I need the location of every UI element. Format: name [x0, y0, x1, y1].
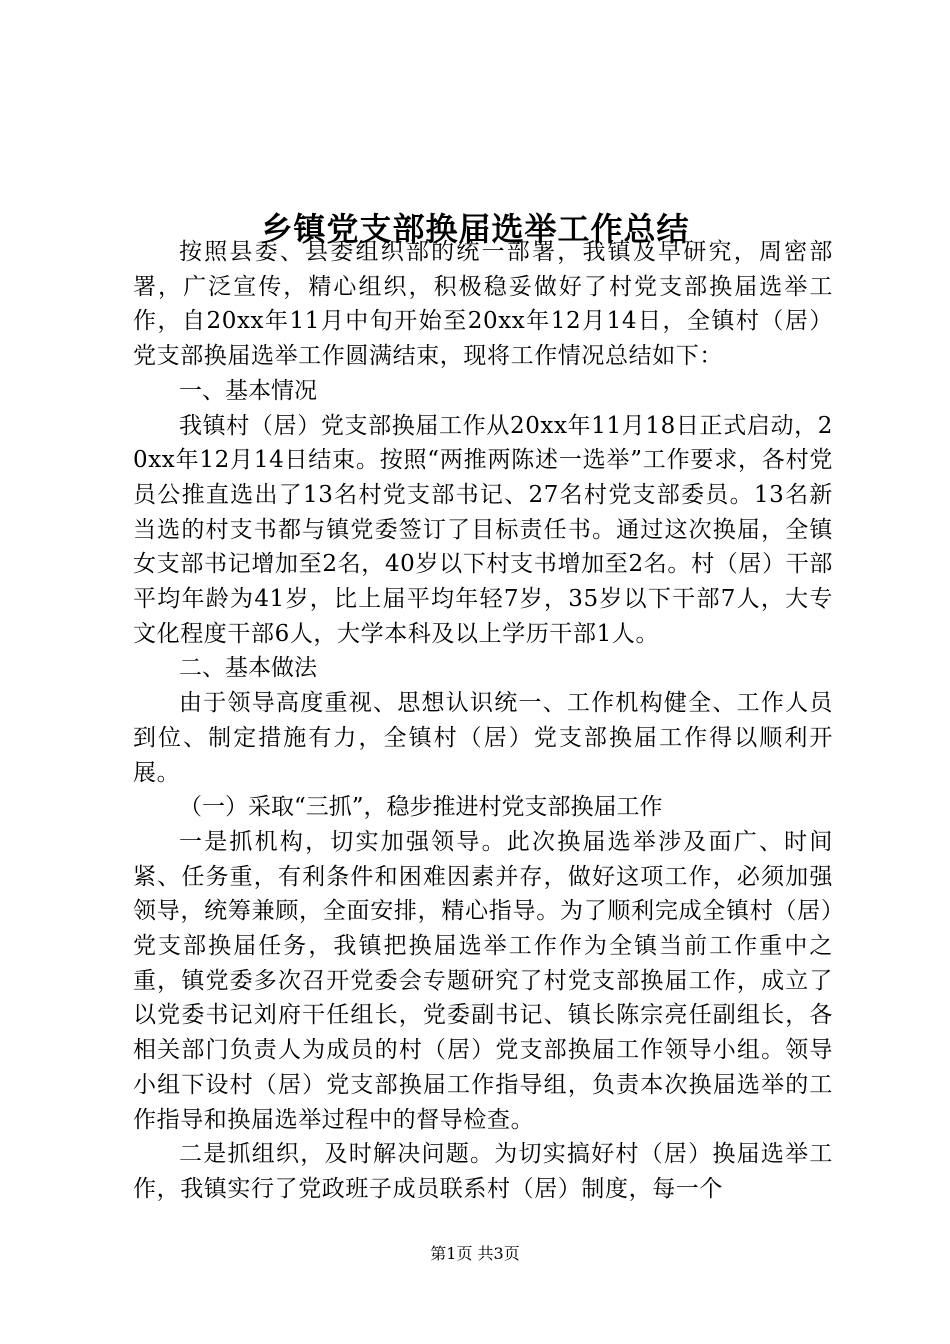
- subsection-heading-three-grasps: （一）采取“三抓”，稳步推进村党支部换届工作: [179, 794, 663, 821]
- second-grasp-paragraph: 二是抓组织，及时解决问题。为切实搞好村（居）换届选举工作，我镇实行了党政班子成员联系村（居）制度，每一个: [133, 1141, 833, 1202]
- page-footer: 第1页 共3页: [430, 1244, 520, 1263]
- section-heading-basic-situation: 一、基本情况: [179, 377, 317, 404]
- first-grasp-paragraph: 一是抓机构，切实加强领导。此次换届选举涉及面广、时间紧、任务重，有利条件和困难因素并存，做好这项工作，必须加强领导，统筹兼顾，全面安排，精心指导。为了顺利完成全镇村（居）党支部换届任务，我镇把换届选举工作作为全镇当前工作重中之重，镇党委多次召开党委会专题研究了村党支部换届工作，成立了以党委书记刘府干任组长，党委副书记、镇长陈宗亮任副组长，各相关部门负责人为成员的村（居）党支部换届工作领导小组。领导小组下设村（居）党支部换届工作指导组，负责本次换届选举的工作指导和换届选举过程中的督导检查。: [133, 828, 833, 1133]
- document-body: [133, 235, 833, 1207]
- basic-situation-paragraph: 我镇村（居）党支部换届工作从20xx年11月18日正式启动，20xx年12月14日结束。按照“两推两陈述一选举”工作要求，各村党员公推直选出了13名村党支部书记、27名村党支部委员。13名新当选的村支书都与镇党委签订了目标责任书。通过这次换届，全镇女支部书记增加至2名，40岁以下村支书增加至2名。村（居）干部平均年龄为41岁，比上届平均年轻7岁，35岁以下干部7人，大专文化程度干部6人，大学本科及以上学历干部1人。: [133, 412, 833, 647]
- section-heading-basic-approach: 二、基本做法: [179, 655, 317, 682]
- intro-paragraph: 按照县委、县委组织部的统一部署，我镇及早研究，周密部署，广泛宣传，精心组织，积极稳妥做好了村党支部换届选举工作，自20xx年11月中旬开始至20xx年12月14日，全镇村（居）党支部换届选举工作圆满结束，现将工作情况总结如下：: [133, 239, 833, 370]
- document-title: 乡镇党支部换届选举工作总结: [260, 210, 690, 249]
- basic-approach-paragraph: 由于领导高度重视、思想认识统一、工作机构健全、工作人员到位、制定措施有力，全镇村（居）党支部换届工作得以顺利开展。: [133, 690, 833, 786]
